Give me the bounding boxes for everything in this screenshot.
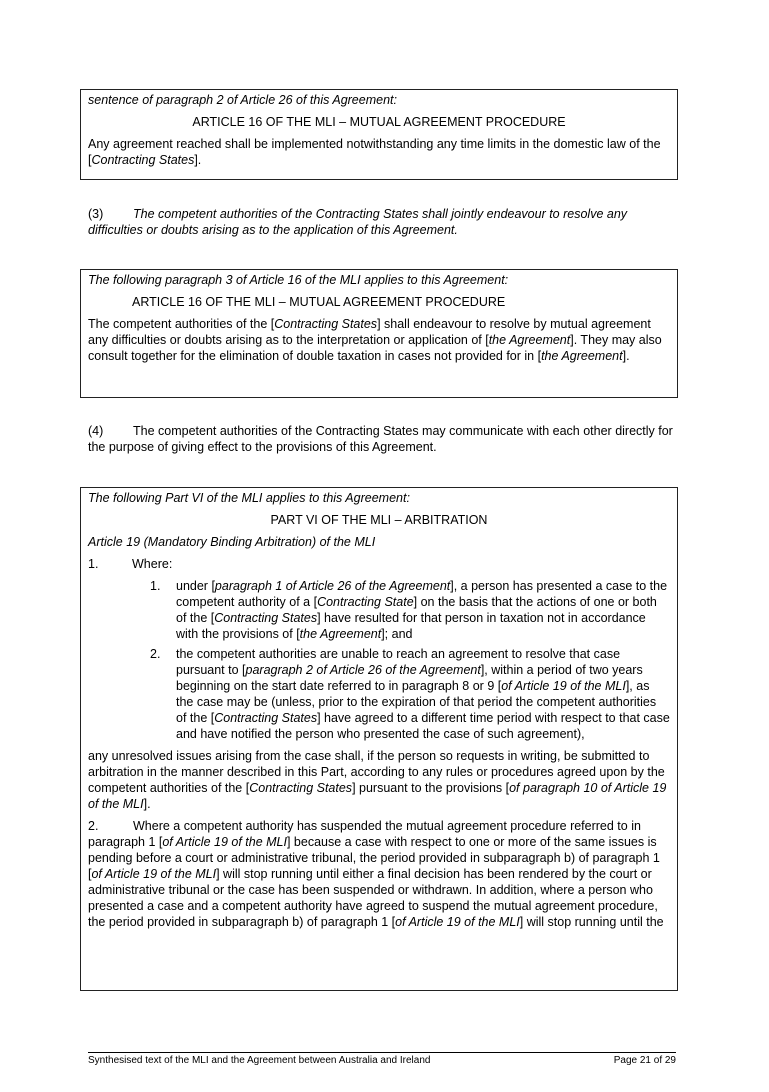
text-run: ], a person has presented a case to the competent authority of a [	[176, 579, 668, 609]
text-run: under [	[176, 579, 215, 593]
mli-box-part-vi-arbitration	[80, 487, 678, 991]
text-run: Any agreement reached shall be implemented notwithstanding any time limits in the domestic law of the [	[88, 137, 661, 167]
text-run: Contracting States	[274, 317, 378, 331]
item-text: Where:	[132, 557, 173, 571]
paragraph-number: (3)	[88, 207, 104, 221]
text-run: ].	[143, 797, 151, 811]
text-run: ], within a period of two years beginning on the start date referred to in paragraph 8 or 9 [	[176, 663, 643, 693]
text-run: the Agreement	[488, 333, 571, 347]
paragraph-text: The competent authorities of the Contracting States shall jointly endeavour to resolve any difficulties or doubts arising as to the application of this Agreement.	[88, 207, 628, 237]
text-run: of Article 19 of the MLI	[395, 915, 520, 929]
text-run: of paragraph 10 of Article 19 of the MLI	[88, 781, 667, 811]
item-number: 2.	[88, 819, 99, 833]
text-run: the Agreement	[299, 627, 382, 641]
text-run: of Article 19 of the MLI	[91, 867, 217, 881]
item-number: 1.	[150, 579, 161, 593]
text-run: the Agreement	[541, 349, 623, 363]
text-run: ] on the basis that the actions of one or both of the [	[176, 595, 657, 625]
box-heading: ARTICLE 16 OF THE MLI – MUTUAL AGREEMENT PROCEDURE	[132, 295, 506, 309]
text-run: ]. They may also consult together for the elimination of double taxation in cases not provided for in [	[88, 333, 662, 363]
box-intro: The following Part VI of the MLI applies to this Agreement:	[88, 491, 410, 505]
text-run: The competent authorities of the [	[88, 317, 275, 331]
after-text	[88, 748, 670, 812]
box-body	[88, 316, 670, 364]
text-run: ] will stop running until either a final decision has been rendered by the court or administrative tribunal or the case has been suspended or withdrawn. In addition, where a person who presented a case and a competent authority have agreed to suspend the mutual agreement procedure, the period provided in subparagraph b) of paragraph 1 [	[88, 867, 658, 929]
paragraph-4	[88, 423, 676, 455]
text-run: ], as the case may be (unless, prior to the expiration of that period the competent authorities of the [	[176, 679, 657, 725]
box-intro: The following paragraph 3 of Article 16 of the MLI applies to this Agreement:	[88, 273, 509, 287]
text-run: Contracting States	[91, 153, 195, 167]
text-run: ].	[622, 349, 630, 363]
sub-item-2	[150, 646, 670, 742]
item-number: 2.	[150, 647, 161, 661]
sub-item-1	[150, 578, 670, 642]
text-run: ] shall endeavour to resolve by mutual agreement any difficulties or doubts arising as to the interpretation or application of [	[88, 317, 651, 347]
text-run: ] pursuant to the provisions [	[352, 781, 510, 795]
text-run: the competent authorities are unable to reach an agreement to resolve that case pursuant to [	[176, 647, 621, 677]
text-run: Contracting State	[317, 595, 414, 609]
article-title: Article 19 (Mandatory Binding Arbitration) of the MLI	[88, 535, 376, 549]
text-run: ].	[194, 153, 202, 167]
text-run: ] will stop running until the	[519, 915, 664, 929]
text-run: Where a competent authority has suspended the mutual agreement procedure referred to in paragraph 1 [	[88, 819, 641, 849]
item-text	[176, 646, 670, 742]
text-run: any unresolved issues arising from the case shall, if the person so requests in writing, be submitted to arbitration in the manner described in this Part, according to any rules or procedures agreed upon by the competent authorities of the [	[88, 749, 665, 795]
text-run: ] because a case with respect to one or more of the same issues is pending before a court or administrative tribunal, the period provided in subparagraph b) of paragraph 1 [	[88, 835, 660, 881]
mli-box-article-16-para-3	[80, 269, 678, 398]
item-2	[88, 818, 670, 930]
page-number: Page 21 of 29	[613, 1055, 676, 1066]
item-number: 1.	[88, 557, 99, 571]
paragraph-text: The competent authorities of the Contracting States may communicate with each other directly for the purpose of giving effect to the provisions of this Agreement.	[88, 424, 673, 454]
paragraph-3	[88, 206, 676, 238]
mli-box-article-16-para-2	[80, 89, 678, 180]
paragraph-number: (4)	[88, 424, 104, 438]
text-run: ] have resulted for that person in taxation not in accordance with the provisions of [	[176, 611, 646, 641]
text-run: of Article 19 of the MLI	[162, 835, 287, 849]
text-run: Contracting States	[214, 611, 318, 625]
footer-title: Synthesised text of the MLI and the Agreement between Australia and Ireland	[88, 1055, 431, 1066]
box-heading: PART VI OF THE MLI – ARBITRATION	[270, 513, 488, 527]
box-heading: ARTICLE 16 OF THE MLI – MUTUAL AGREEMENT PROCEDURE	[192, 115, 566, 129]
text-run: Contracting States	[214, 711, 318, 725]
box-intro: sentence of paragraph 2 of Article 26 of this Agreement:	[88, 93, 397, 107]
list-item	[88, 556, 670, 572]
text-run: paragraph 2 of Article 26 of the Agreement	[245, 663, 481, 677]
text-run: Contracting States	[249, 781, 353, 795]
text-run: paragraph 1 of Article 26 of the Agreement	[214, 579, 451, 593]
box-body	[88, 136, 670, 168]
text-run: of Article 19 of the MLI	[501, 679, 626, 693]
text-run: ] have agreed to a different time period with respect to that case and have notified the person who presented the case of such agreement),	[176, 711, 670, 741]
text-run: ]; and	[381, 627, 413, 641]
item-text	[176, 578, 670, 642]
page-footer	[88, 1052, 676, 1068]
